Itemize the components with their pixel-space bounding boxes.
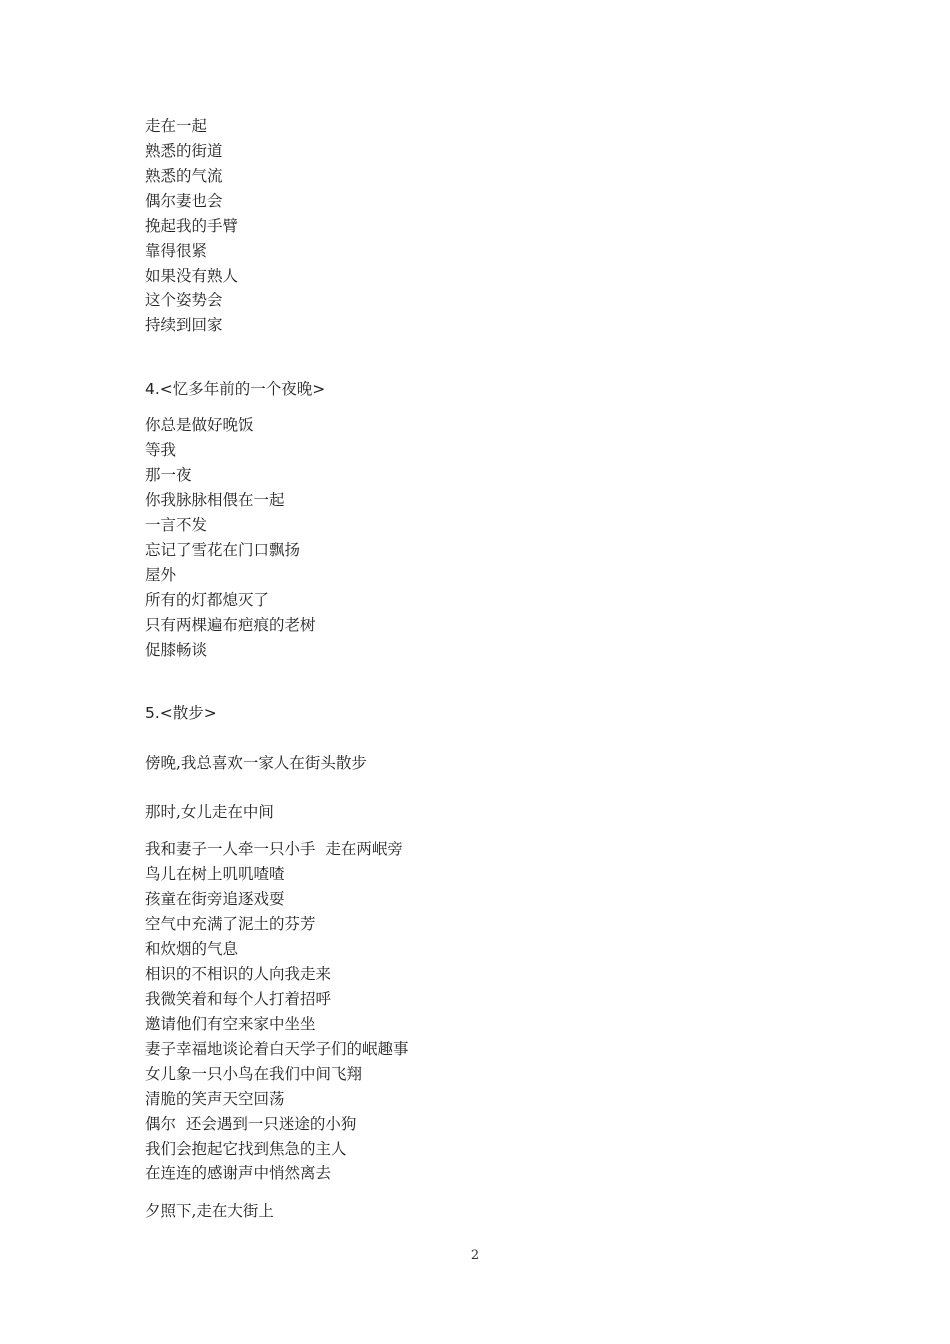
poem5-line: 和炊烟的气息: [145, 940, 239, 958]
poem4-title: 4.<忆多年前的一个夜晚>: [145, 380, 326, 398]
poem4-line: 等我: [145, 441, 177, 459]
poem5-intro: 傍晚,我总喜欢一家人在街头散步: [145, 754, 367, 772]
poem3-line: 持续到回家: [145, 316, 223, 334]
poem4-line: 你总是做好晚饭: [145, 416, 254, 434]
poem4-line: 所有的灯都熄灭了: [145, 591, 270, 609]
poem3-line: 靠得很紧: [145, 242, 208, 260]
page-number: 2: [470, 1248, 480, 1263]
poem4-line: 一言不发: [145, 516, 208, 534]
poem3-line: 如果没有熟人: [145, 267, 239, 285]
poem3-line: 挽起我的手臂: [145, 217, 239, 235]
poem5-line: 夕照下,走在大街上: [145, 1202, 274, 1220]
poem5-title: 5.<散步>: [145, 704, 217, 722]
poem3-line: 熟悉的街道: [145, 142, 223, 160]
poem4-line: 那一夜: [145, 466, 192, 484]
poem3-line: 偶尔妻也会: [145, 192, 223, 210]
poem4-line: 屋外: [145, 566, 177, 584]
poem3-line: 走在一起: [145, 117, 208, 135]
poem3-line: 这个姿势会: [145, 291, 223, 309]
poem5-line: 鸟儿在树上叽叽喳喳: [145, 865, 285, 883]
poem5-line: 我微笑着和每个人打着招呼: [145, 990, 332, 1008]
poem3-line: 熟悉的气流: [145, 167, 223, 185]
poem4-line: 促膝畅谈: [145, 641, 208, 659]
poem4-line: 只有两棵遍布疤痕的老树: [145, 616, 316, 634]
poem4-line: 忘记了雪花在门口飘扬: [145, 541, 301, 559]
poem5-line: 妻子幸福地谈论着白天学子们的岷趣事: [145, 1040, 409, 1058]
poem5-line: 在连连的感谢声中悄然离去: [145, 1164, 332, 1182]
poem5-line: 邀请他们有空来家中坐坐: [145, 1015, 316, 1033]
poem5-line: 那时,女儿走在中间: [145, 803, 274, 821]
poem5-line: 空气中充满了泥土的芬芳: [145, 915, 316, 933]
poem4-line: 你我脉脉相偎在一起: [145, 491, 285, 509]
poem5-line: 女儿象一只小鸟在我们中间飞翔: [145, 1065, 363, 1083]
poem5-line: 清脆的笑声天空回荡: [145, 1090, 285, 1108]
poem5-line: 孩童在街旁追逐戏耍: [145, 890, 285, 908]
poem5-line: 相识的不相识的人向我走来: [145, 965, 332, 983]
poem5-line: 偶尔 还会遇到一只迷途的小狗: [145, 1115, 357, 1133]
poem5-line: 我和妻子一人牵一只小手 走在两岷旁: [145, 840, 403, 858]
poem5-line: 我们会抱起它找到焦急的主人: [145, 1140, 347, 1158]
